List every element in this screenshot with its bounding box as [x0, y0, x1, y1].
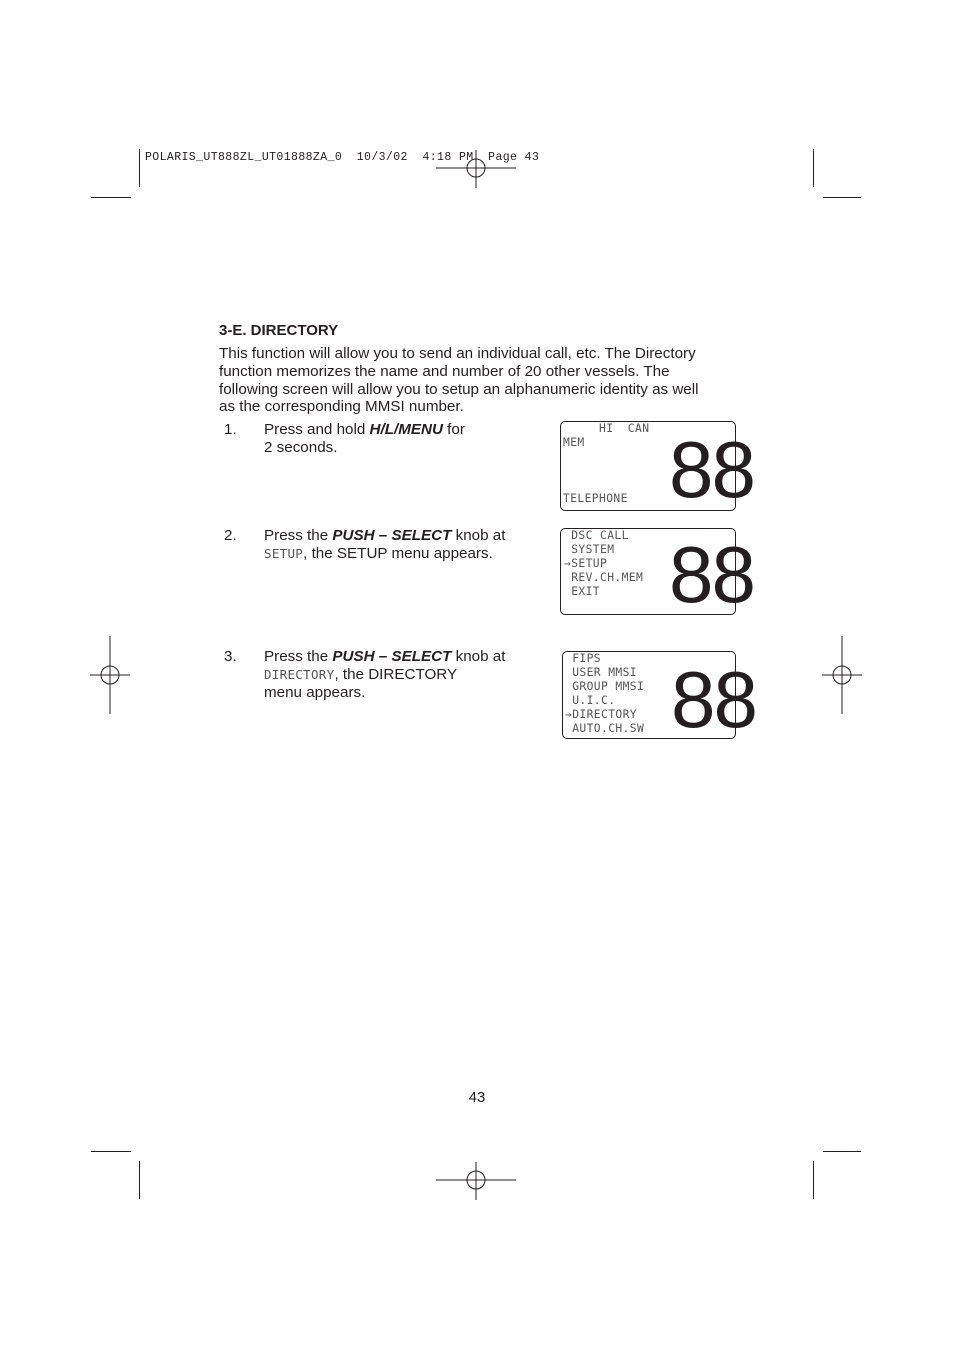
channel-digits: 88 — [671, 655, 756, 744]
intro-paragraph — [219, 345, 739, 416]
step-2-text — [264, 527, 534, 563]
registration-mark-icon — [822, 636, 862, 714]
crop-mark — [823, 197, 861, 198]
lcd-display-telephone — [560, 421, 754, 514]
channel-digits: 88 — [669, 530, 754, 619]
crop-mark — [813, 149, 814, 187]
lcd-line: TELEPHONE — [563, 492, 628, 505]
step-1-text — [264, 421, 534, 457]
lcd-word: SETUP — [264, 546, 304, 561]
intro-line: following screen will allow you to setup an alphanumeric identity as well — [219, 380, 699, 398]
key-name: PUSH – SELECT — [332, 527, 452, 544]
lcd-line: AUTO.CH.SW — [565, 722, 645, 735]
registration-mark-icon — [90, 636, 130, 714]
lcd-line: USER MMSI — [565, 666, 638, 679]
lcd-line: GROUP MMSI — [565, 680, 645, 693]
step-text-part: , the DIRECTORY — [334, 666, 458, 683]
print-slug: POLARIS_UT888ZL_UT01888ZA_0 10/3/02 4:18 PM Page 43 — [145, 151, 540, 164]
step-text-part: menu appears. — [264, 684, 366, 701]
step-text-part: Press the — [264, 648, 333, 665]
section-title: 3-E. DIRECTORY — [219, 322, 339, 339]
crop-mark — [813, 1161, 814, 1199]
lcd-line: SYSTEM — [564, 543, 615, 556]
lcd-line: REV.CH.MEM — [564, 571, 644, 584]
lcd-line: EXIT — [564, 585, 601, 598]
crop-mark — [91, 1151, 131, 1152]
page-number: 43 — [468, 1089, 486, 1106]
lcd-line: →SETUP — [564, 557, 608, 570]
lcd-display-directory-menu — [562, 651, 756, 744]
registration-mark-icon — [436, 1162, 516, 1202]
crop-mark — [823, 1151, 861, 1152]
intro-line: function memorizes the name and number of 20 other vessels. The — [219, 362, 670, 380]
intro-line: as the corresponding MMSI number. — [219, 398, 464, 416]
crop-mark — [139, 149, 140, 187]
lcd-line: FIPS — [565, 652, 602, 665]
lcd-line: DSC CALL — [564, 529, 629, 542]
step-text-part: for — [442, 421, 465, 438]
registration-mark-icon — [436, 150, 516, 190]
lcd-line: U.I.C. — [565, 694, 616, 707]
crop-mark — [91, 197, 131, 198]
step-text-part: knob at — [451, 527, 506, 544]
step-3-text — [264, 648, 534, 702]
channel-digits: 88 — [669, 425, 754, 514]
step-text-part: Press and hold — [264, 421, 370, 438]
step-text-part: knob at — [451, 648, 506, 665]
step-text-part: , the SETUP menu appears. — [303, 545, 493, 562]
crop-mark — [139, 1161, 140, 1199]
step-text-part: Press the — [264, 527, 333, 544]
step-number: 2. — [224, 527, 237, 544]
lcd-display-setup-menu — [560, 528, 754, 619]
lcd-line: HI CAN — [563, 422, 650, 435]
lcd-line: →DIRECTORY — [565, 708, 638, 721]
lcd-line: MEM — [563, 436, 585, 449]
step-text-part: 2 seconds. — [264, 439, 338, 456]
intro-line: This function will allow you to send an individual call, etc. The Directory — [219, 345, 696, 362]
step-number: 3. — [224, 648, 237, 665]
key-name: PUSH – SELECT — [332, 648, 452, 665]
lcd-word: DIRECTORY — [264, 667, 335, 682]
step-number: 1. — [224, 421, 237, 438]
key-name: H/L/MENU — [369, 421, 443, 438]
